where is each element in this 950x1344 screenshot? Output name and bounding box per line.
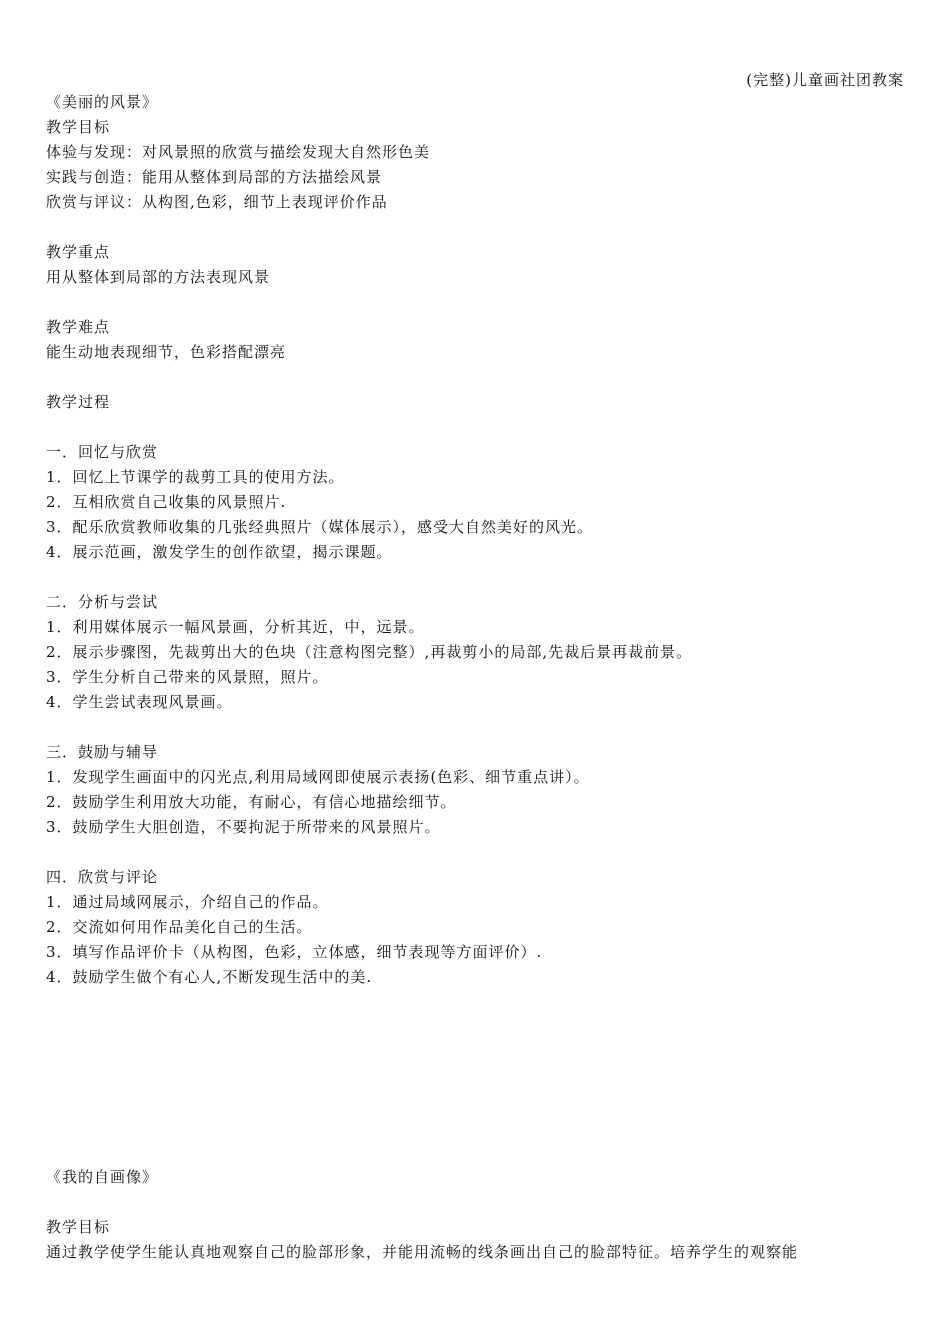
list-item: 4．学生尝试表现风景画。 xyxy=(46,693,233,711)
goal-line: 通过教学使学生能认真地观察自己的脸部形象，并能用流畅的线条画出自己的脸部特征。培养学生的观察能 xyxy=(46,1243,799,1261)
goal-line: 欣赏与评议：从构图,色彩，细节上表现评价作品 xyxy=(46,193,388,211)
section-heading: 三．鼓励与辅导 xyxy=(46,743,159,761)
list-item: 1．利用媒体展示一幅风景画，分析其近，中，远景。 xyxy=(46,618,425,636)
document-body xyxy=(46,90,910,1265)
goals-heading: 教学目标 xyxy=(46,1218,111,1236)
list-item: 1．通过局域网展示，介绍自己的作品。 xyxy=(46,893,329,911)
process-heading: 教学过程 xyxy=(46,393,111,411)
difficulty-text: 能生动地表现细节，色彩搭配漂亮 xyxy=(46,343,287,361)
list-item: 2．鼓励学生利用放大功能，有耐心，有信心地描绘细节。 xyxy=(46,793,457,811)
key-text: 用从整体到局部的方法表现风景 xyxy=(46,268,271,286)
goal-line: 实践与创造：能用从整体到局部的方法描绘风景 xyxy=(46,168,383,186)
list-item: 3．鼓励学生大胆创造，不要拘泥于所带来的风景照片。 xyxy=(46,818,441,836)
list-item: 1．发现学生画面中的闪光点,利用局域网即使展示表扬(色彩、细节重点讲）。 xyxy=(46,768,590,786)
goals-heading: 教学目标 xyxy=(46,118,111,136)
list-item: 2．展示步骤图，先裁剪出大的色块（注意构图完整）,再裁剪小的局部,先裁后景再裁前景。 xyxy=(46,643,693,661)
list-item: 1．回忆上节课学的裁剪工具的使用方法。 xyxy=(46,468,345,486)
list-item: 3．配乐欣赏教师收集的几张经典照片（媒体展示），感受大自然美好的风光。 xyxy=(46,518,594,536)
difficulty-heading: 教学难点 xyxy=(46,318,111,336)
section-heading: 一．回忆与欣赏 xyxy=(46,443,159,461)
list-item: 3．填写作品评价卡（从构图，色彩，立体感，细节表现等方面评价）. xyxy=(46,943,543,961)
key-heading: 教学重点 xyxy=(46,243,111,261)
section-heading: 二．分析与尝试 xyxy=(46,593,159,611)
list-item: 3．学生分析自己带来的风景照，照片。 xyxy=(46,668,329,686)
page-header: (完整)儿童画社团教案 xyxy=(746,71,904,89)
list-item: 4．鼓励学生做个有心人,不断发现生活中的美. xyxy=(46,968,373,986)
lesson-title: 《我的自画像》 xyxy=(46,1168,159,1186)
list-item: 4．展示范画，激发学生的创作欲望，揭示课题。 xyxy=(46,543,393,561)
section-heading: 四．欣赏与评论 xyxy=(46,868,159,886)
list-item: 2．交流如何用作品美化自己的生活。 xyxy=(46,918,313,936)
list-item: 2．互相欣赏自己收集的风景照片. xyxy=(46,493,287,511)
lesson-title: 《美丽的风景》 xyxy=(46,93,159,111)
goal-line: 体验与发现：对风景照的欣赏与描绘发现大自然形色美 xyxy=(46,143,431,161)
